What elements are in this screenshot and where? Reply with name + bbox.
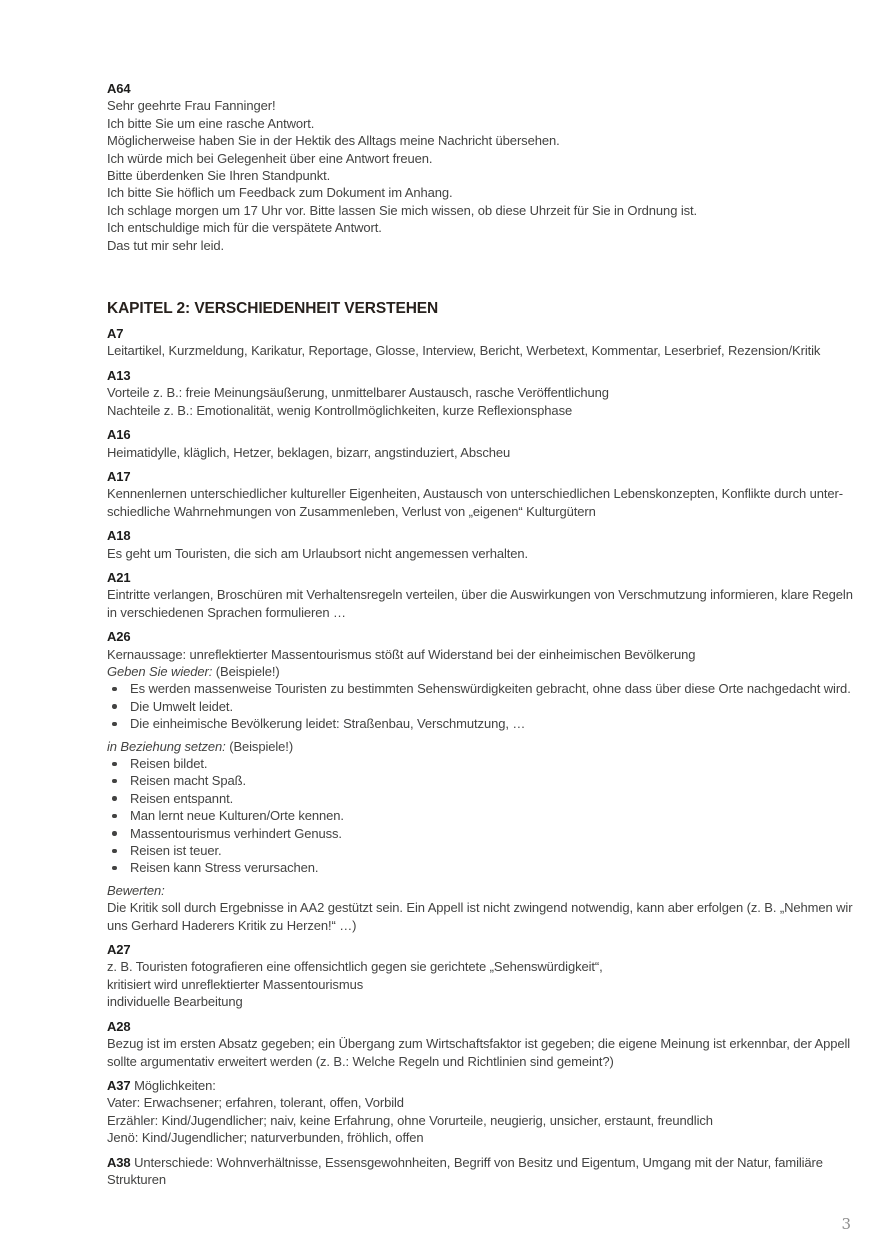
body-line: sollte argumentativ erweitert werden (z. B.: Welche Regeln und Richtlinien sind gemeint?) [107,1053,614,1069]
bullet-text: Die einheimische Bevölkerung leidet: Straßenbau, Verschmutzung, … [130,716,526,732]
body-line: Vorteile z. B.: freie Meinungsäußerung, unmittelbarer Austausch, rasche Veröffentlichung [107,385,609,401]
label-suffix: Möglichkeiten: [134,1077,216,1093]
bullet-text: Reisen entspannt. [130,790,234,806]
section-a64 [107,80,852,254]
bullet-item [107,755,852,772]
bullet-item [107,698,852,715]
bullet-dot-icon [112,722,117,727]
body-line: Strukturen [107,1171,166,1187]
body-line: Ich bitte Sie höflich um Feedback zum Dokument im Anhang. [107,185,453,201]
body-line: Ich schlage morgen um 17 Uhr vor. Bitte lassen Sie mich wissen, ob diese Uhrzeit für Sie in Ordnung ist. [107,202,698,218]
body-line: in verschiedenen Sprachen formulieren … [107,604,346,620]
bullet-text: Es werden massenweise Touristen zu bestimmten Sehenswürdigkeiten gebracht, ohne dass über diese Orte nachgedacht wird. [130,681,851,697]
lead-italic: Bewerten: [107,882,165,898]
bullet-text: Reisen macht Spaß. [130,773,246,789]
bullet-dot-icon [112,762,117,767]
bullet-dot-icon [112,866,117,871]
section-a17 [107,468,852,520]
section-label-inline-row [107,1154,852,1171]
bullet-item [107,807,852,824]
section-label: A64 [107,81,131,96]
body-line: Kernaussage: unreflektierter Massentourismus stößt auf Widerstand bei der einheimischen Bevölkerung [107,646,696,662]
section-a38 [107,1154,852,1189]
task-lead-bewerten [107,882,852,899]
lead-italic: in Beziehung setzen: [107,738,226,754]
bullet-dot-icon [112,687,117,692]
task-lead-geben [107,663,852,680]
section-a28 [107,1018,852,1070]
section-label: A26 [107,629,131,645]
bullet-dot-icon [112,831,117,836]
body-line: Das tut mir sehr leid. [107,237,225,253]
body-line: Bezug ist im ersten Absatz gegeben; ein Übergang zum Wirtschaftsfaktor ist gegeben; die eigene Meinung ist erkennbar, der Appell [107,1036,851,1052]
body-line: Nachteile z. B.: Emotionalität, wenig Kontrollmöglichkeiten, kurze Reflexionsphase [107,402,573,418]
section-label: A37 [107,1077,131,1093]
body-line: Möglicherweise haben Sie in der Hektik des Alltags meine Nachricht übersehen. [107,133,560,149]
bullet-dot-icon [112,779,117,784]
body-line: Ich entschuldige mich für die verspätete Antwort. [107,220,382,236]
bullet-item [107,715,852,732]
body-line: z. B. Touristen fotografieren eine offensichtlich gegen sie gerichtete „Sehenswürdigkeit“, [107,959,603,975]
bullet-dot-icon [112,796,117,801]
section-label: A13 [107,367,131,383]
body-line: Leitartikel, Kurzmeldung, Karikatur, Reportage, Glosse, Interview, Bericht, Werbetext, Kommentar, Leserbrief, Rezension/Kritik [107,343,821,359]
section-a21 [107,569,852,621]
bullet-item [107,790,852,807]
section-a26 [107,628,852,934]
bullet-dot-icon [112,814,117,819]
lead-note: (Beispiele!) [229,738,294,754]
section-label: A7 [107,326,124,342]
section-a16 [107,426,852,461]
label-suffix: Unterschiede: Wohnverhältnisse, Essensgewohnheiten, Begriff von Besitz und Eigentum, Umgang mit der Natur, familiäre [134,1154,823,1170]
body-line: Bitte überdenken Sie Ihren Standpunkt. [107,168,331,184]
section-label: A18 [107,528,131,544]
bullet-dot-icon [112,849,117,854]
body-line: Sehr geehrte Frau Fanninger! [107,98,276,114]
section-a18 [107,527,852,562]
page-number: 3 [841,1215,851,1233]
body-line: Ich würde mich bei Gelegenheit über eine Antwort freuen. [107,150,433,166]
section-a13 [107,367,852,419]
section-label-inline-row [107,1077,852,1094]
bullet-text: Man lernt neue Kulturen/Orte kennen. [130,808,344,824]
section-label: A28 [107,1018,131,1034]
body-line: Eintritte verlangen, Broschüren mit Verhaltensregeln verteilen, über die Auswirkungen von Verschmutzung informieren, klare Regeln [107,587,853,603]
body-line: kritisiert wird unreflektierter Massentourismus [107,976,364,992]
bullet-text: Reisen ist teuer. [130,843,222,859]
bullet-text: Die Umwelt leidet. [130,698,233,714]
body-line: individuelle Bearbeitung [107,994,243,1010]
task-lead-beziehung [107,738,852,755]
section-a7 [107,325,852,360]
section-label: A21 [107,569,131,585]
body-line: Jenö: Kind/Jugendlicher; naturverbunden, fröhlich, offen [107,1130,424,1146]
bullet-text: Reisen kann Stress verursachen. [130,860,319,876]
lead-note: (Beispiele!) [215,663,280,679]
body-line: Es geht um Touristen, die sich am Urlaubsort nicht angemessen verhalten. [107,545,529,561]
body-line: Heimatidylle, kläglich, Hetzer, beklagen, bizarr, angstinduziert, Abscheu [107,444,511,460]
answer-key-content [107,80,852,1188]
bullet-item [107,680,852,697]
bullet-item [107,859,852,876]
section-label: A17 [107,468,131,484]
section-label: A16 [107,427,131,443]
section-a37 [107,1077,852,1147]
bullet-text: Massentourismus verhindert Genuss. [130,825,342,841]
bullet-text: Reisen bildet. [130,756,208,771]
section-label: A38 [107,1154,131,1170]
body-line: Ich bitte Sie um eine rasche Antwort. [107,115,315,131]
bullet-item [107,825,852,842]
body-line: Die Kritik soll durch Ergebnisse in AA2 gestützt sein. Ein Appell ist nicht zwingend notwendig, kann aber erfolgen (z. B. „Nehmen wir [107,900,853,916]
body-line: schiedliche Wahrnehmungen von Zusammenleben, Verlust von „eigenen“ Kulturgütern [107,503,596,519]
body-line: uns Gerhard Haderers Kritik zu Herzen!“ …) [107,917,357,933]
section-a27 [107,941,852,1011]
bullet-item [107,842,852,859]
body-line: Kennenlernen unterschiedlicher kultureller Eigenheiten, Austausch von unterschiedlichen Lebenskonzepten, Konflikte durch unter- [107,486,844,502]
chapter-heading: KAPITEL 2: VERSCHIEDENHEIT VERSTEHEN [107,300,439,318]
bullet-item [107,772,852,789]
section-label: A27 [107,942,131,958]
body-line: Vater: Erwachsener; erfahren, tolerant, offen, Vorbild [107,1095,404,1111]
bullet-dot-icon [112,704,117,709]
body-line: Erzähler: Kind/Jugendlicher; naiv, keine Erfahrung, ohne Vorurteile, neugierig, unsicher, erstaunt, freundlich [107,1112,713,1128]
lead-italic: Geben Sie wieder: [107,663,213,679]
